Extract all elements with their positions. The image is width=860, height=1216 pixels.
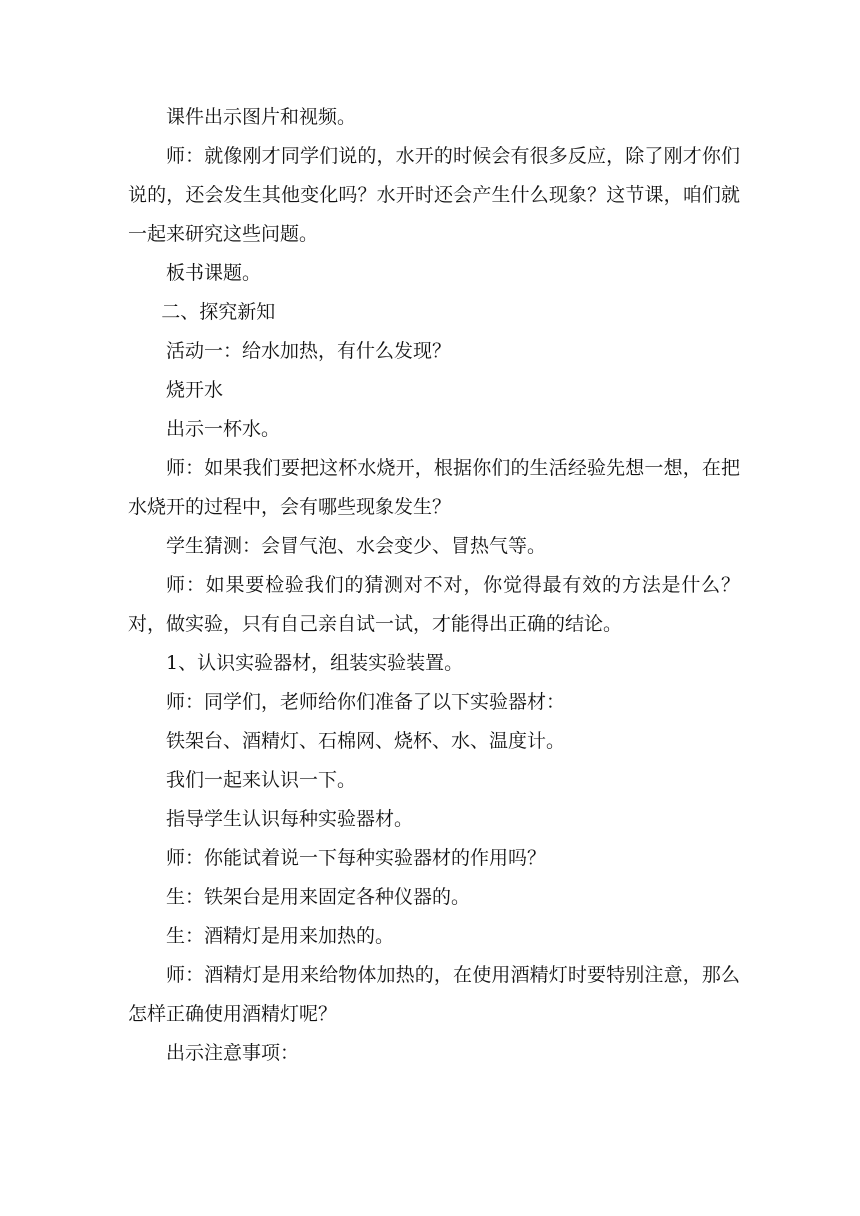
paragraph: 师：你能试着说一下每种实验器材的作用吗？ bbox=[166, 847, 547, 869]
paragraph: 生：酒精灯是用来加热的。 bbox=[166, 925, 395, 947]
paragraph: 师：如果要检验我们的猜测对不对，你觉得最有效的方法是什么？对，做实验，只有自己亲自试一试，才能得出正确的结论。 bbox=[128, 574, 740, 635]
paragraph: 师：酒精灯是用来给物体加热的，在使用酒精灯时要特别注意，那么怎样正确使用酒精灯呢？ bbox=[128, 964, 740, 1025]
paragraph: 出示注意事项： bbox=[166, 1042, 300, 1064]
paragraph: 板书课题。 bbox=[166, 262, 262, 284]
paragraph: 烧开水 bbox=[166, 379, 224, 401]
paragraph: 师：就像刚才同学们说的，水开的时候会有很多反应，除了刚才你们说的，还会发生其他变化吗？水开时还会产生什么现象？这节课，咱们就一起来研究这些问题。 bbox=[128, 145, 740, 245]
paragraph: 铁架台、酒精灯、石棉网、烧杯、水、温度计。 bbox=[166, 730, 566, 752]
paragraph: 课件出示图片和视频。 bbox=[166, 106, 357, 128]
paragraph: 生：铁架台是用来固定各种仪器的。 bbox=[166, 886, 471, 908]
document-body bbox=[128, 98, 740, 1073]
paragraph: 1、认识实验器材，组装实验装置。 bbox=[166, 652, 464, 674]
paragraph: 师：如果我们要把这杯水烧开，根据你们的生活经验先想一想，在把水烧开的过程中，会有哪些现象发生？ bbox=[128, 457, 740, 518]
paragraph: 活动一：给水加热，有什么发现？ bbox=[166, 340, 452, 362]
paragraph: 出示一杯水。 bbox=[166, 418, 281, 440]
paragraph: 学生猜测：会冒气泡、水会变少、冒热气等。 bbox=[166, 535, 547, 557]
section-heading: 二、探究新知 bbox=[161, 301, 276, 323]
paragraph: 指导学生认识每种实验器材。 bbox=[166, 808, 414, 830]
paragraph: 我们一起来认识一下。 bbox=[166, 769, 357, 791]
paragraph: 师：同学们，老师给你们准备了以下实验器材： bbox=[166, 691, 566, 713]
